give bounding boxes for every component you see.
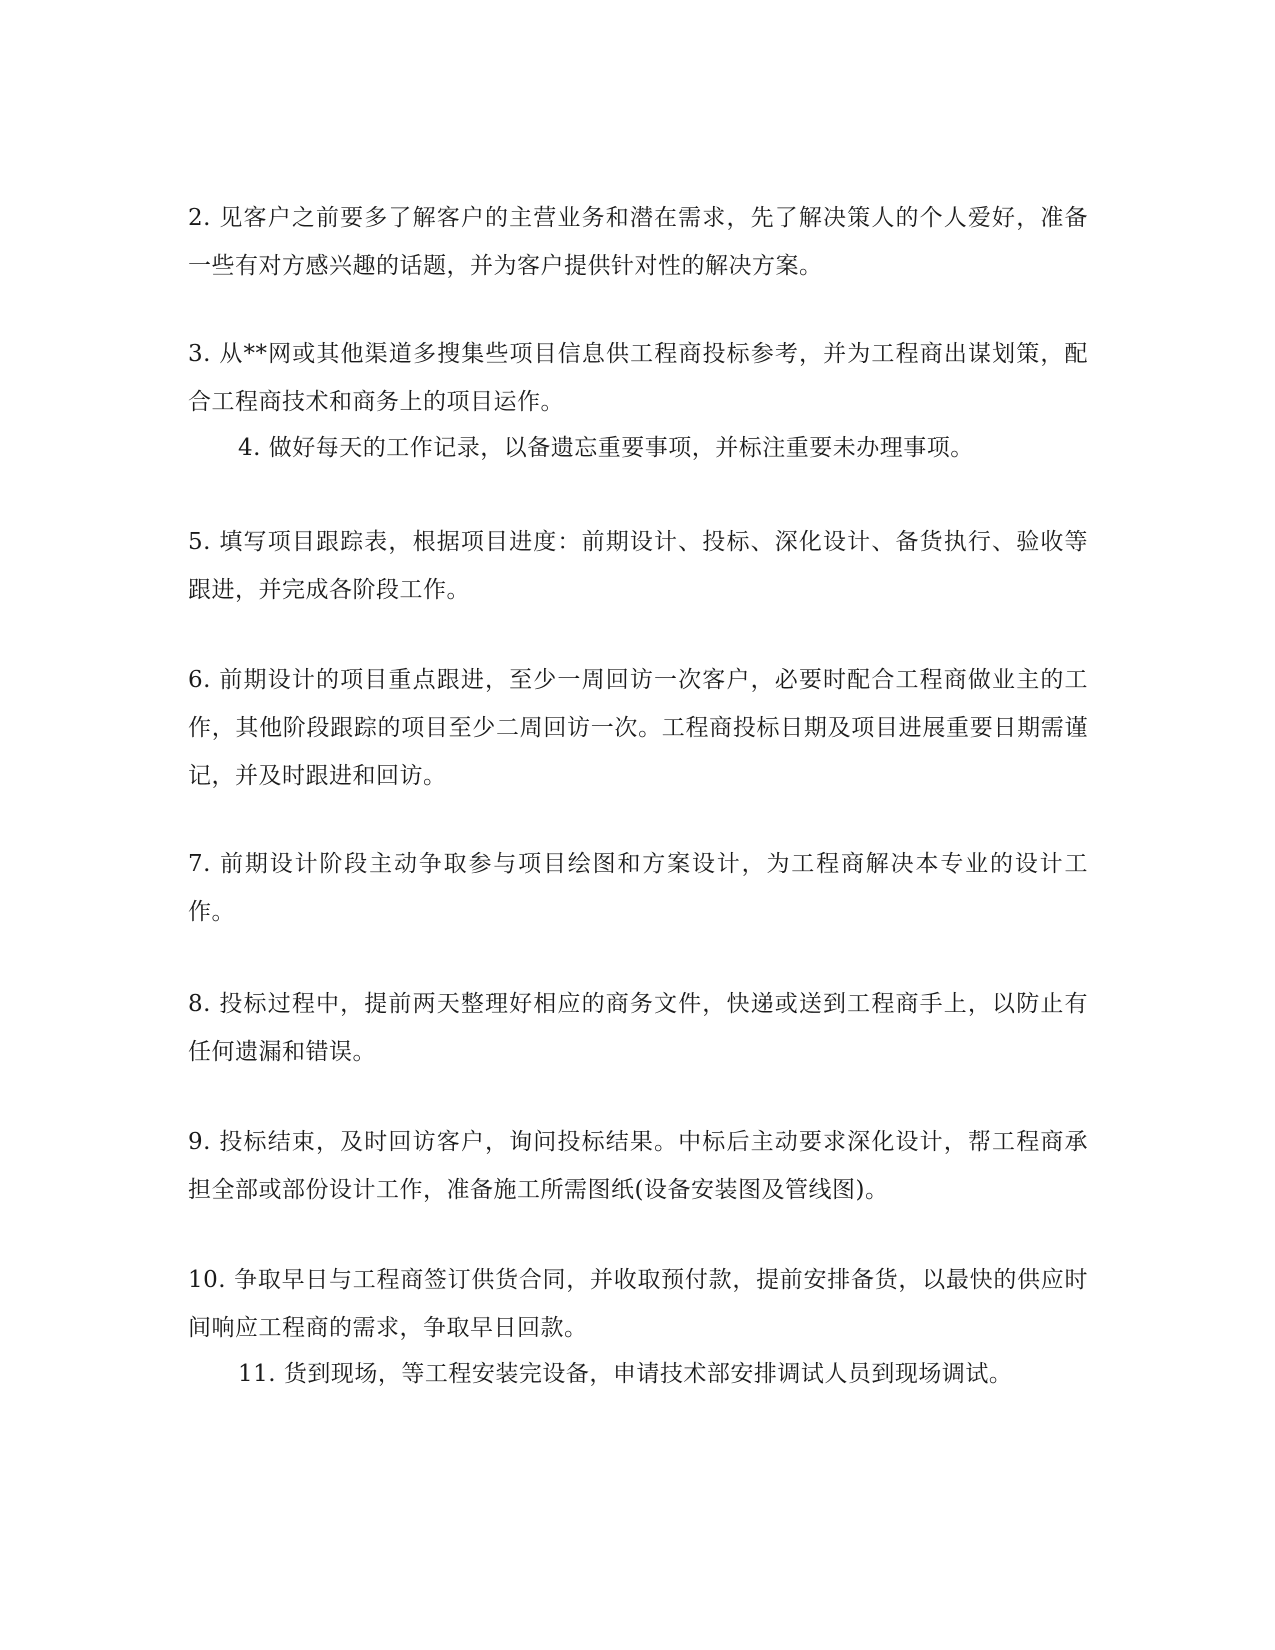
paragraph-10: 10. 争取早日与工程商签订供货合同，并收取预付款，提前安排备货，以最快的供应时间响应工程商的需求，争取早日回款。 <box>188 1267 1088 1341</box>
document-page <box>188 0 1088 1650</box>
paragraph-2: 2. 见客户之前要多了解客户的主营业务和潜在需求，先了解决策人的个人爱好，准备一些有对方感兴趣的话题，并为客户提供针对性的解决方案。 <box>188 205 1088 279</box>
paragraph-8: 8. 投标过程中，提前两天整理好相应的商务文件，快递或送到工程商手上，以防止有任何遗漏和错误。 <box>188 991 1088 1065</box>
paragraph-9: 9. 投标结束，及时回访客户，询问投标结果。中标后主动要求深化设计，帮工程商承担全部或部份设计工作，准备施工所需图纸(设备安装图及管线图)。 <box>188 1129 1088 1203</box>
paragraph-4: 4. 做好每天的工作记录，以备遗忘重要事项，并标注重要未办理事项。 <box>238 435 974 461</box>
paragraph-7: 7. 前期设计阶段主动争取参与项目绘图和方案设计，为工程商解决本专业的设计工作。 <box>188 851 1088 925</box>
paragraph-5: 5. 填写项目跟踪表，根据项目进度：前期设计、投标、深化设计、备货执行、验收等跟进，并完成各阶段工作。 <box>188 529 1088 603</box>
paragraph-6: 6. 前期设计的项目重点跟进，至少一周回访一次客户，必要时配合工程商做业主的工作，其他阶段跟踪的项目至少二周回访一次。工程商投标日期及项目进展重要日期需谨记，并及时跟进和回访。 <box>188 667 1088 789</box>
paragraph-3: 3. 从**网或其他渠道多搜集些项目信息供工程商投标参考，并为工程商出谋划策，配合工程商技术和商务上的项目运作。 <box>188 341 1088 415</box>
paragraph-11: 11. 货到现场，等工程安装完设备，申请技术部安排调试人员到现场调试。 <box>238 1361 1013 1387</box>
